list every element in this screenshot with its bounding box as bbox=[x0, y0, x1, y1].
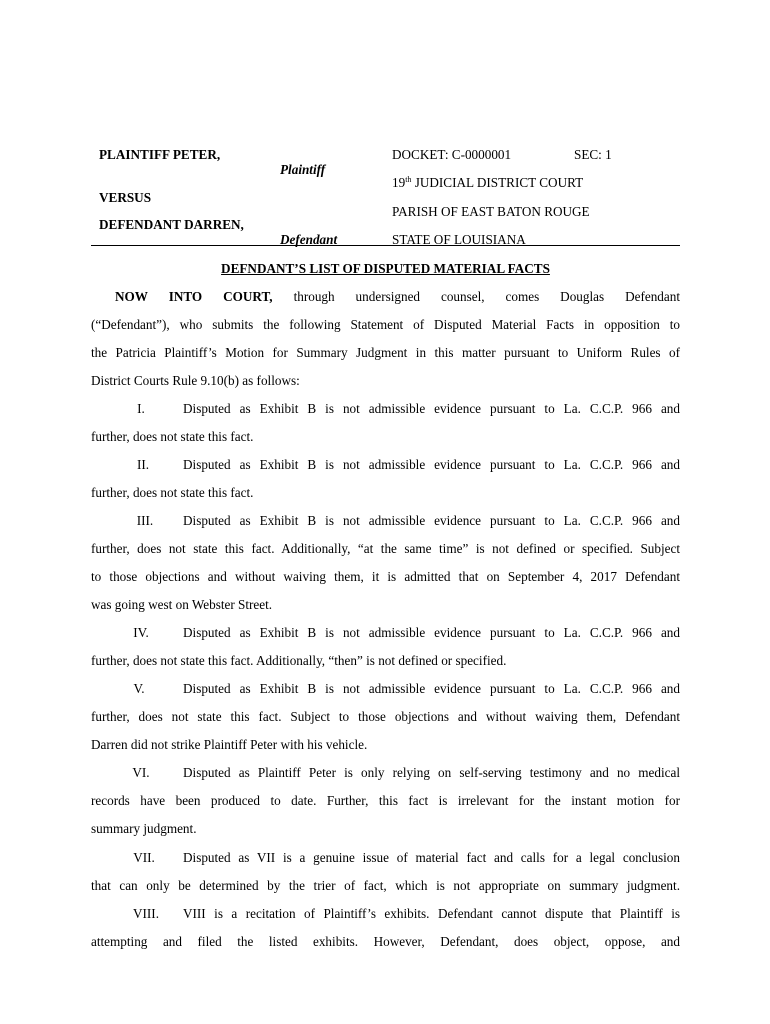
parish-name: PARISH OF EAST BATON ROUGE bbox=[392, 204, 590, 219]
document-title: DEFNDANT’S LIST OF DISPUTED MATERIAL FACTS bbox=[221, 261, 550, 276]
fact-numeral: II. bbox=[136, 457, 150, 472]
fact-line: further, does not state this fact. bbox=[91, 485, 254, 500]
fact-line: attempting and filed the listed exhibits. However, Defendant, does object, oppose, and bbox=[91, 934, 680, 949]
fact-line: further, does not state this fact. Subject to those objections and without waiving them, Defendant bbox=[91, 709, 680, 724]
docket-number: DOCKET: C-0000001 bbox=[392, 147, 512, 162]
fact-line: records have been produced to date. Further, this fact is irrelevant for the instant motion for bbox=[91, 793, 680, 808]
court-name bbox=[392, 176, 583, 189]
fact-line: further, does not state this fact. bbox=[91, 429, 254, 444]
fact-first-line: Disputed as Exhibit B is not admissible evidence pursuant to La. C.C.P. 966 and bbox=[183, 401, 680, 416]
caption-divider bbox=[91, 245, 680, 246]
fact-numeral: V. bbox=[133, 681, 145, 696]
versus-label: VERSUS bbox=[99, 190, 152, 205]
fact-line: was going west on Webster Street. bbox=[91, 597, 273, 612]
fact-first-line: Disputed as Exhibit B is not admissible evidence pursuant to La. C.C.P. 966 and bbox=[183, 457, 680, 472]
fact-numeral: VI. bbox=[132, 765, 150, 780]
intro-line-4: District Courts Rule 9.10(b) as follows: bbox=[91, 373, 300, 388]
defendant-name: DEFENDANT DARREN, bbox=[99, 217, 244, 232]
section-number: SEC: 1 bbox=[574, 147, 612, 162]
fact-line: to those objections and without waiving them, it is admitted that on September 4, 2017 Defendant bbox=[91, 569, 680, 584]
fact-line: further, does not state this fact. Additionally, “then” is not defined or specified. bbox=[91, 653, 507, 668]
fact-first-line: Disputed as Exhibit B is not admissible evidence pursuant to La. C.C.P. 966 and bbox=[183, 681, 680, 696]
plaintiff-name: PLAINTIFF PETER, bbox=[99, 147, 221, 162]
court-ordinal: th bbox=[405, 175, 412, 184]
fact-line: summary judgment. bbox=[91, 821, 197, 836]
intro-line-3: the Patricia Plaintiff’s Motion for Summary Judgment in this matter pursuant to Uniform Rules of bbox=[91, 345, 680, 360]
fact-numeral: III. bbox=[136, 513, 154, 528]
fact-first-line: Disputed as Exhibit B is not admissible evidence pursuant to La. C.C.P. 966 and bbox=[183, 513, 680, 528]
state-name: STATE OF LOUISIANA bbox=[392, 232, 526, 247]
fact-first-line: Disputed as Plaintiff Peter is only relying on self-serving testimony and no medical bbox=[183, 765, 680, 780]
intro-lead: NOW INTO COURT, bbox=[115, 289, 273, 304]
fact-line: Darren did not strike Plaintiff Peter with his vehicle. bbox=[91, 737, 368, 752]
fact-first-line: Disputed as Exhibit B is not admissible evidence pursuant to La. C.C.P. 966 and bbox=[183, 625, 680, 640]
fact-line: that can only be determined by the trier of fact, which is not appropriate on summary judgment. bbox=[91, 878, 680, 893]
fact-numeral: I. bbox=[137, 401, 145, 416]
court-name-text: JUDICIAL DISTRICT COURT bbox=[411, 175, 584, 190]
fact-first-line: VIII is a recitation of Plaintiff’s exhibits. Defendant cannot dispute that Plaintiff is bbox=[183, 906, 680, 921]
intro-line-1-rest: through undersigned counsel, comes Douglas Defendant bbox=[293, 289, 680, 304]
fact-numeral: IV. bbox=[133, 625, 149, 640]
fact-first-line: Disputed as VII is a genuine issue of material fact and calls for a legal conclusion bbox=[183, 850, 680, 865]
intro-line-1 bbox=[115, 290, 680, 303]
fact-line: further, does not state this fact. Additionally, “at the same time” is not defined or specified. Subject bbox=[91, 541, 680, 556]
plaintiff-role: Plaintiff bbox=[280, 162, 326, 177]
fact-numeral: VII. bbox=[133, 850, 155, 865]
intro-line-2: (“Defendant”), who submits the following Statement of Disputed Material Facts in opposition to bbox=[91, 317, 680, 332]
fact-numeral: VIII. bbox=[133, 906, 159, 921]
defendant-role: Defendant bbox=[280, 232, 338, 247]
court-number: 19 bbox=[392, 175, 406, 190]
